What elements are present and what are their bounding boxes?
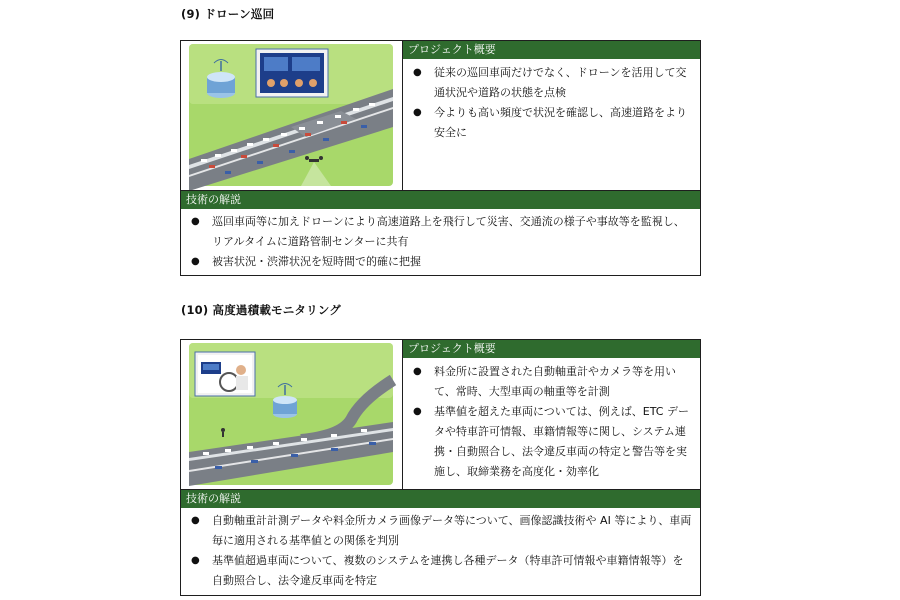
section-9-summary <box>403 41 700 190</box>
overload-monitoring-illustration <box>181 340 403 489</box>
section-10-summary-item: ● 基準値を超えた車両については、例えば、ETC データや特車許可情報、車籍情報等に関し、システム連携・自動照合し、法令違反車両の特定と警告等を実施し、取締業務を高度化・効率化 <box>403 402 700 482</box>
section-10-block <box>180 339 701 596</box>
bullet-icon: ● <box>191 515 200 526</box>
section-9-heading: (9) ドローン巡回 <box>181 7 275 21</box>
bullet-icon: ● <box>191 256 200 267</box>
section-9-top-row <box>181 41 700 191</box>
section-10-tech-title: 技術の解説 <box>181 490 700 508</box>
section-10-heading: (10) 高度過積載モニタリング <box>181 303 341 317</box>
section-10-top-row <box>181 340 700 490</box>
section-9-tech-title: 技術の解説 <box>181 191 700 209</box>
section-9-block <box>180 40 701 276</box>
section-9-tech-item: ● 巡回車両等に加えドローンにより高速道路上を飛行して災害、交通流の様子や事故等を監視し、リアルタイムに道路管制センターに共有 <box>181 212 700 252</box>
section-10-summary <box>403 340 700 489</box>
section-10-tech-item: ● 基準値超過車両について、複数のシステムを連携し各種データ（特車許可情報や車籍情報等）を自動照合し、法令違反車両を特定 <box>181 551 700 591</box>
bullet-icon: ● <box>191 555 200 566</box>
section-9-tech <box>181 191 700 275</box>
bullet-icon: ● <box>191 216 200 227</box>
bullet-icon: ● <box>413 406 422 417</box>
section-9-tech-item: ● 被害状況・渋滞状況を短時間で的確に把握 <box>181 252 700 272</box>
bullet-icon: ● <box>413 366 422 377</box>
bullet-icon: ● <box>413 107 422 118</box>
bullet-icon: ● <box>413 67 422 78</box>
section-9-summary-item: ● 今よりも高い頻度で状況を確認し、高速道路をより安全に <box>403 103 700 143</box>
drone-patrol-illustration <box>181 41 403 190</box>
section-9-summary-item: ● 従来の巡回車両だけでなく、ドローンを活用して交通状況や道路の状態を点検 <box>403 63 700 103</box>
section-10-summary-item: ● 料金所に設置された自動軸重計やカメラ等を用いて、常時、大型車両の軸重等を計測 <box>403 362 700 402</box>
section-10-tech-item: ● 自動軸重計計測データや料金所カメラ画像データ等について、画像認識技術や AI 等により、車両毎に適用される基準値との関係を判別 <box>181 511 700 551</box>
section-9-summary-title: プロジェクト概要 <box>403 41 700 59</box>
section-10-tech <box>181 490 700 595</box>
section-10-summary-title: プロジェクト概要 <box>403 340 700 358</box>
